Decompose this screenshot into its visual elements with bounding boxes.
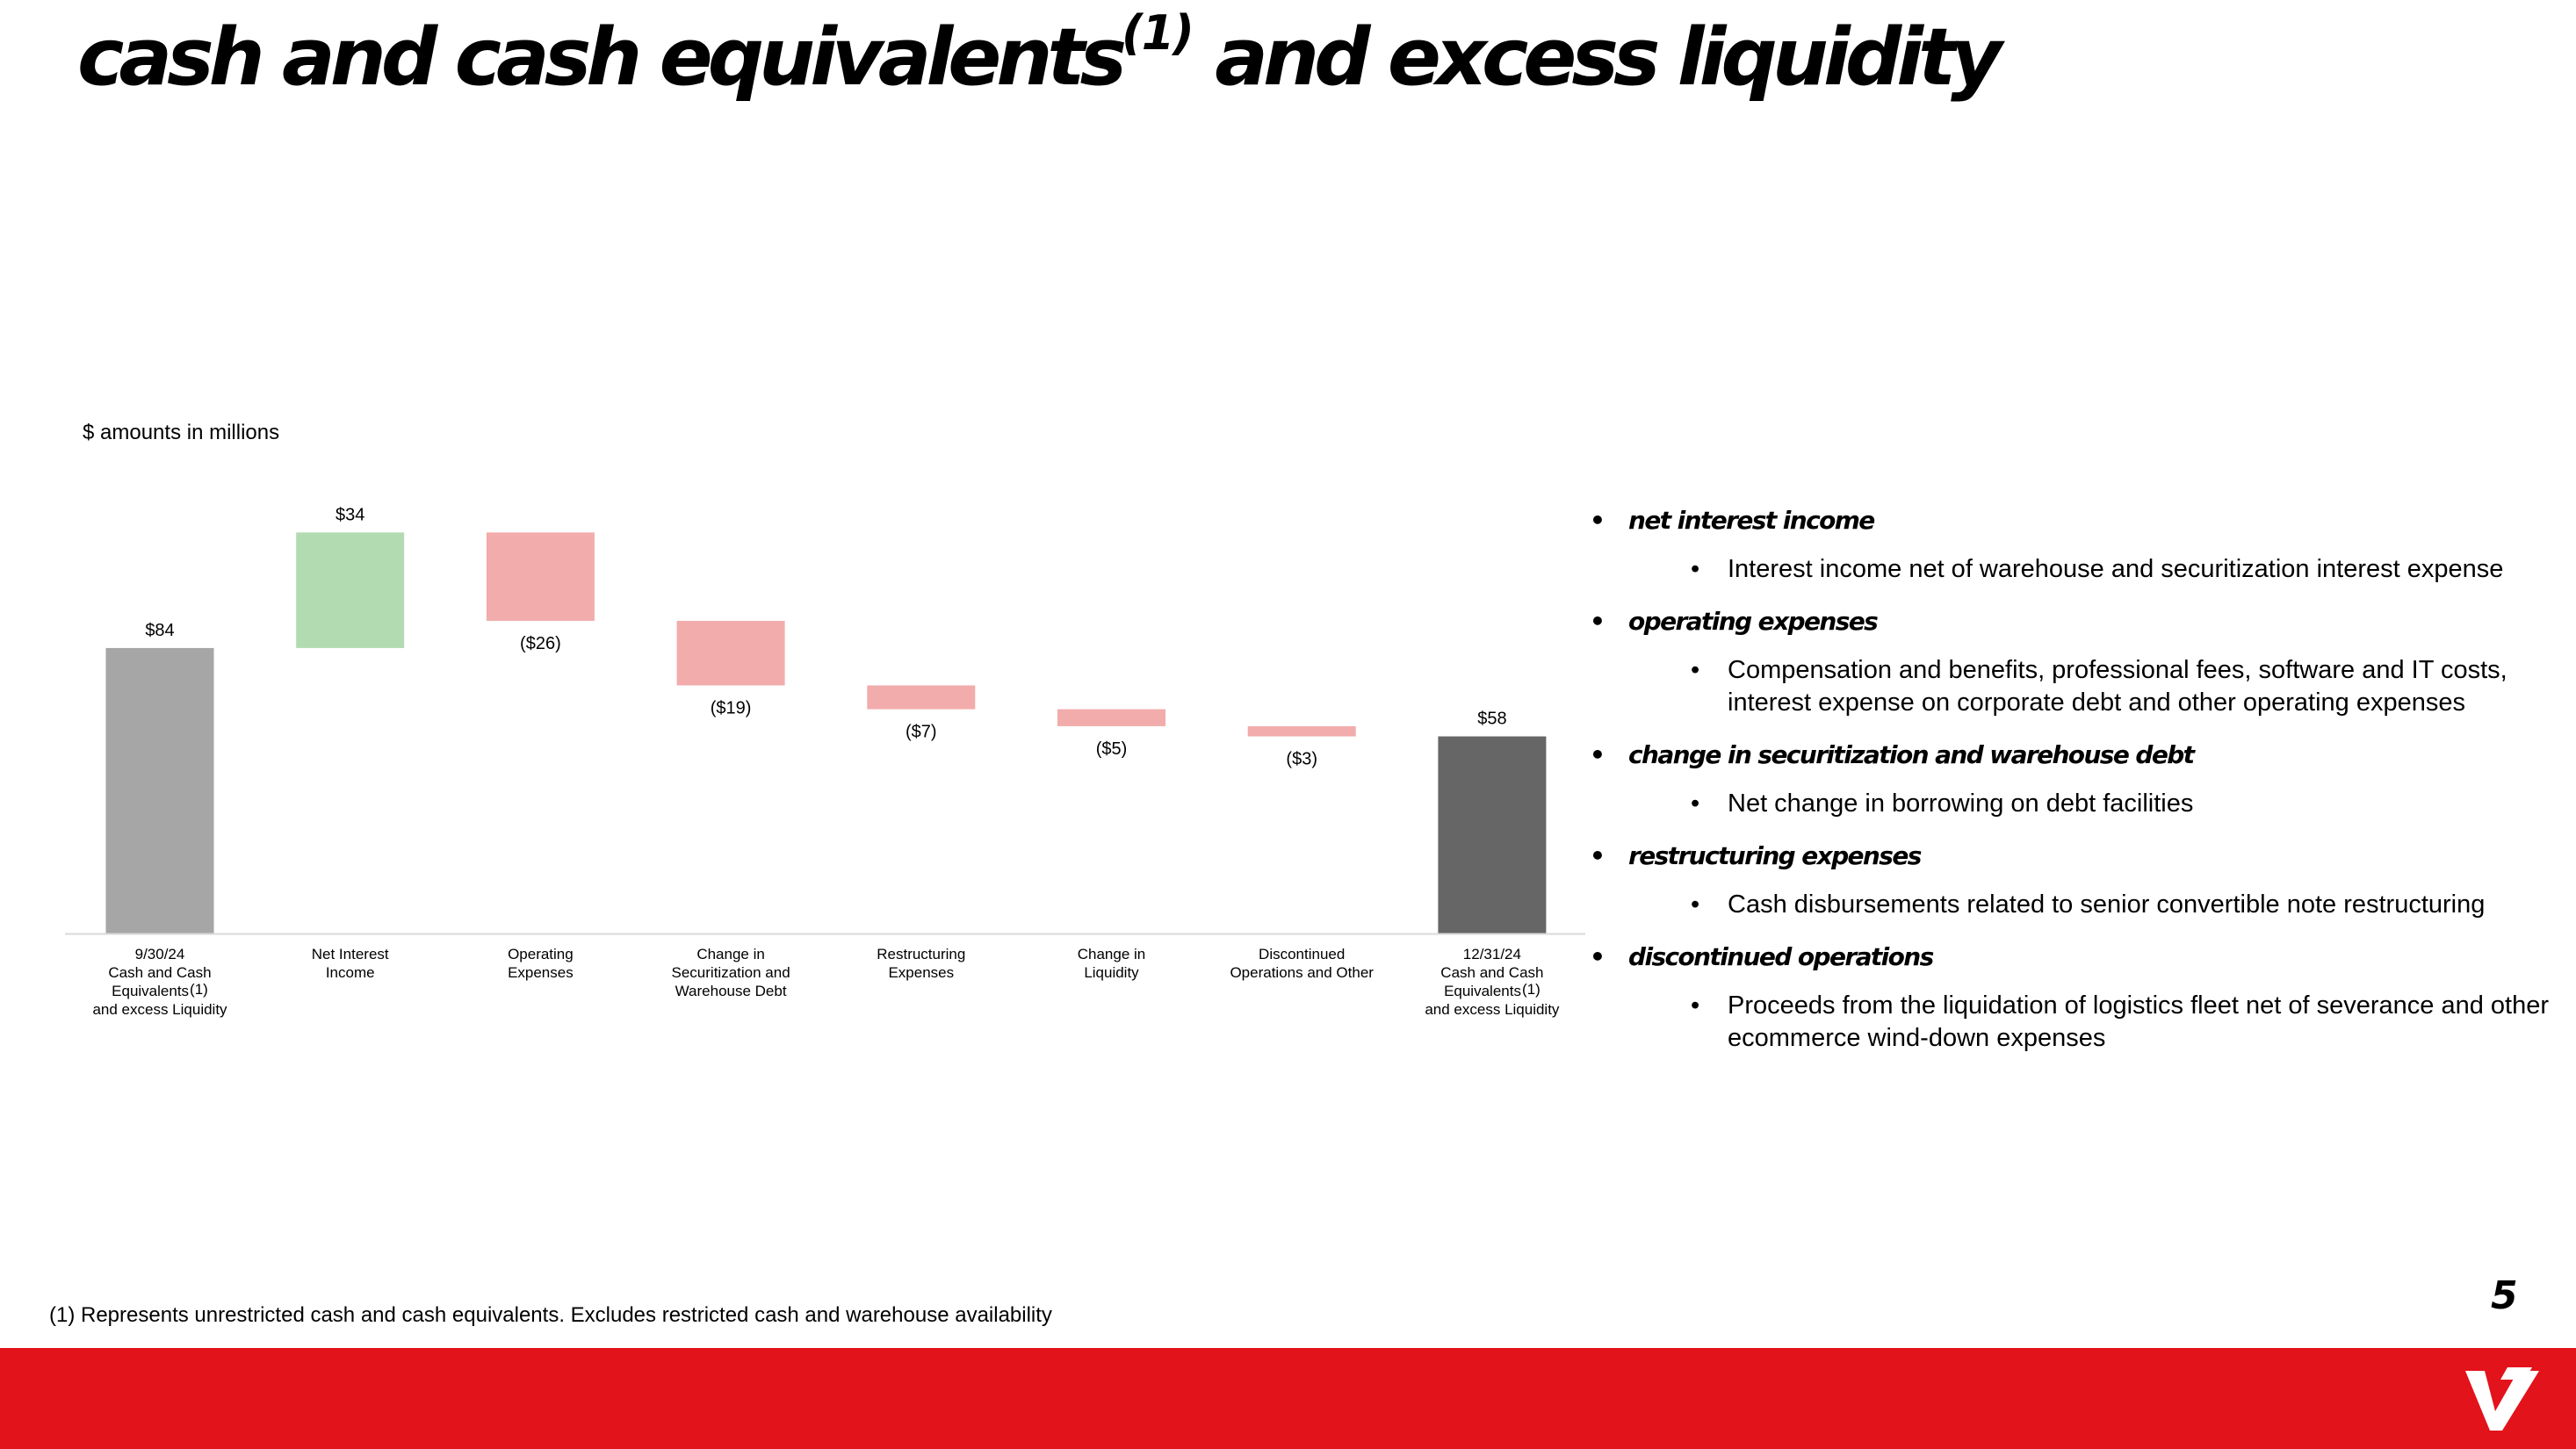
waterfall-bar xyxy=(867,685,975,709)
explanation-bullets xyxy=(1590,501,2565,1071)
category-label: Cash and Cash xyxy=(108,964,212,981)
category-label: Change in xyxy=(1077,946,1146,962)
data-label: ($26) xyxy=(520,633,561,653)
bullet-detail: • Interest income net of warehouse and securitization interest expense xyxy=(1728,553,2565,586)
category-footnote-marker: (1) xyxy=(1521,981,1541,998)
category-label: Equivalents(1) xyxy=(1444,981,1541,999)
bullet-heading: • change in securitization and warehouse debt xyxy=(1590,735,2565,775)
data-label: ($19) xyxy=(710,698,752,718)
category-footnote-marker: (1) xyxy=(190,981,208,998)
category-label: Operations and Other xyxy=(1230,964,1374,981)
category-label: Net Interest xyxy=(311,946,389,962)
title-rest: and excess liquidity xyxy=(1192,11,1997,104)
category-label: Cash and Cash xyxy=(1440,964,1544,981)
data-label: $58 xyxy=(1477,709,1507,729)
waterfall-bar xyxy=(106,648,214,934)
data-label: ($5) xyxy=(1095,739,1128,759)
bullet-heading: • discontinued operations xyxy=(1590,937,2565,977)
category-label: Restructuring xyxy=(877,946,966,962)
waterfall-bar xyxy=(296,532,404,648)
category-label: Warehouse Debt xyxy=(675,983,787,999)
category-label: and excess Liquidity xyxy=(1425,1001,1560,1018)
waterfall-bar xyxy=(1057,710,1165,726)
waterfall-bar xyxy=(1438,737,1546,934)
waterfall-bar xyxy=(1248,726,1356,737)
category-label: Equivalents(1) xyxy=(112,981,208,999)
chart-units-note: $ amounts in millions xyxy=(83,421,280,444)
category-label: Liquidity xyxy=(1084,964,1139,981)
category-label: Expenses xyxy=(508,964,574,981)
category-label: Securitization and xyxy=(671,964,790,981)
data-label: $34 xyxy=(336,505,365,525)
waterfall-bar xyxy=(677,621,785,686)
category-label: and excess Liquidity xyxy=(92,1001,227,1018)
bullet-detail: • Proceeds from the liquidation of logistics fleet net of severance and other ecommerce wind-down expenses xyxy=(1728,990,2565,1055)
category-label: Income xyxy=(325,964,375,981)
category-label: 12/31/24 xyxy=(1462,946,1521,962)
data-label: $84 xyxy=(145,620,175,640)
footnote: (1) Represents unrestricted cash and cash equivalents. Excludes restricted cash and warehouse availability xyxy=(49,1303,1052,1327)
page-number: 5 xyxy=(2491,1273,2518,1318)
data-label: ($7) xyxy=(906,722,937,742)
category-label: 9/30/24 xyxy=(134,946,185,962)
waterfall-bar xyxy=(487,532,595,621)
title-footnote-marker: (1) xyxy=(1122,5,1193,61)
category-label: Discontinued xyxy=(1259,946,1346,962)
bullet-list xyxy=(1590,501,2565,1055)
bullet-detail: • Compensation and benefits, professional fees, software and IT costs, interest expense on corporate debt and other operating expenses xyxy=(1728,654,2565,719)
category-label: Expenses xyxy=(888,964,955,981)
bullet-heading: • operating expenses xyxy=(1590,602,2565,642)
bullet-heading: • restructuring expenses xyxy=(1590,836,2565,876)
bullet-detail: • Net change in borrowing on debt facilities xyxy=(1728,788,2565,820)
category-label: Operating xyxy=(508,946,574,962)
bullet-detail: • Cash disbursements related to senior convertible note restructuring xyxy=(1728,889,2565,921)
footer-bar xyxy=(0,1348,2576,1449)
bullet-heading: • net interest income xyxy=(1590,501,2565,541)
category-label: Change in xyxy=(696,946,765,962)
waterfall-chart xyxy=(0,0,1590,1054)
data-label: ($3) xyxy=(1286,749,1317,769)
title-main: cash and cash equivalents xyxy=(77,11,1122,104)
vroom-v-logo-icon xyxy=(2464,1366,2539,1434)
